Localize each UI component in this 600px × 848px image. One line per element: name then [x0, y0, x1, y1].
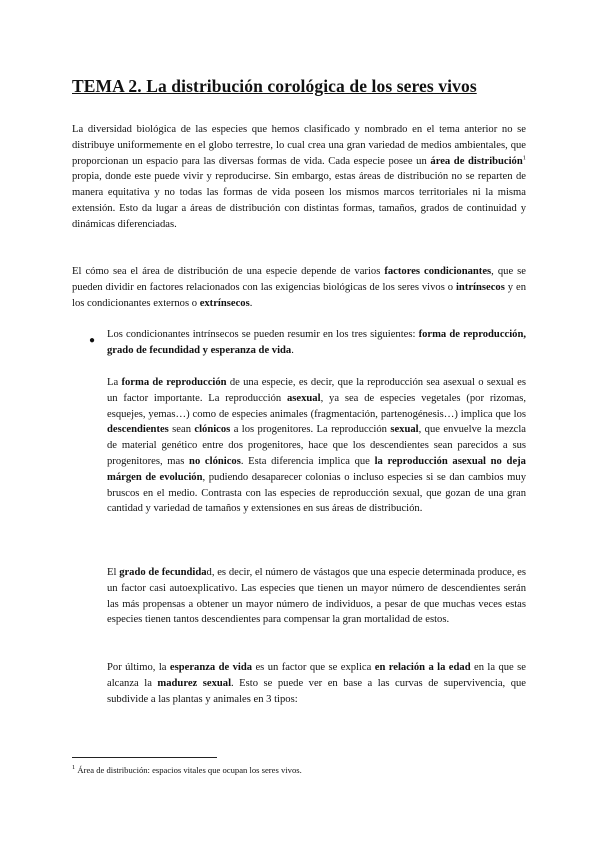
footnote: $^1$ Área de distribución: espacios vitales que ocupan los seres vivos.: [72, 764, 302, 775]
term-intrinsecos: intrínsecos: [455, 281, 505, 293]
bullet-icon: ●: [89, 335, 96, 346]
term-extrinsecos: extrínsecos: [199, 297, 250, 309]
fecundity-paragraph: El grado de fecundidad, es decir, el número de vástagos que una especie determinada produce, es un factor casi autoexplicativo. Las especies que tienen un mayor número de descendientes serán las más propensas a obtener un mayor número de individuos, a pesar de que muchas veces estas especies tienen tantos descendientes para compensar la gran mortalidad de estos.: [107, 567, 526, 626]
page-title: TEMA 2. La distribución corológica de los seres vivos: [72, 76, 477, 96]
factors-paragraph: El cómo sea el área de distribución de una especie depende de varios factores condicionantes, que se pueden dividir en factores relacionados con las exigencias biológicas de los seres vivos o intrínsecos y en los condicionantes externos o extrínsecos.: [72, 266, 526, 309]
bullet-item-intrinsic: Los condicionantes intrínsecos se pueden resumir en los tres siguientes: forma de reproducción, grado de fecundidad y esperanza de vida.: [107, 329, 526, 356]
intro-paragraph: La diversidad biológica de las especies que hemos clasificado y nombrado en el tema anterior no se distribuye uniformemente en el globo terrestre, lo cual crea una gran variedad de medios ambientales, que proporcionan un espacio para las diversas formas de vida. Cada especie posee un área de distribución$^1$ propia, donde este puede vivir y reproducirse. Sin embargo, estas áreas de distribución no se reparten de manera equitativa y no todas las formas de vida poseen los mismos marcos territoriales ni la misma extensión. Esto da lugar a áreas de distribución con distintas formas, tamaños, grados de continuidad y dinámicas diferenciadas.: [72, 124, 527, 230]
footnote-divider: [72, 757, 217, 758]
reproduction-paragraph: La forma de reproducción de una especie, es decir, que la reproducción sea asexual o sexual es un factor importante. La reproducción asexual, ya sea de especies vegetales (por rizomas, esquejes, yemas…) como de especies animales (fragmentación, partenogénesis…) implica que los descendientes sean clónicos a los progenitores. La reproducción sexual, que envuelve la mezcla de material genético entre dos progenitores, hace que los descendientes sean parecidos a sus progenitores, mas no clónicos. Esta diferencia implica que la reproducción asexual no deja márgen de evolución, pudiendo desaparecer colonias o incluso especies si se dan cambios muy bruscos en el medio. Contrasta con las especies de reproducción sexual, que gozan de una gran cantidad y variedad de tamaños y extensiones en sus áreas de distribución.: [107, 377, 527, 515]
term-factores-condicionantes: factores condicionantes: [384, 266, 492, 277]
term-area-distribucion: área de distribución: [430, 155, 523, 167]
life-expectancy-paragraph: Por último, la esperanza de vida es un factor que se explica en relación a la edad en la que se alcanza la madurez sexual. Esto se puede ver en base a las curvas de supervivencia, que subdivide a las plantas y animales en 3 tipos:: [107, 662, 526, 705]
term-three-factors: forma de reproducción, grado de fecundidad y esperanza de vida: [107, 329, 526, 356]
footnote-ref[interactable]: 1: [522, 154, 527, 162]
